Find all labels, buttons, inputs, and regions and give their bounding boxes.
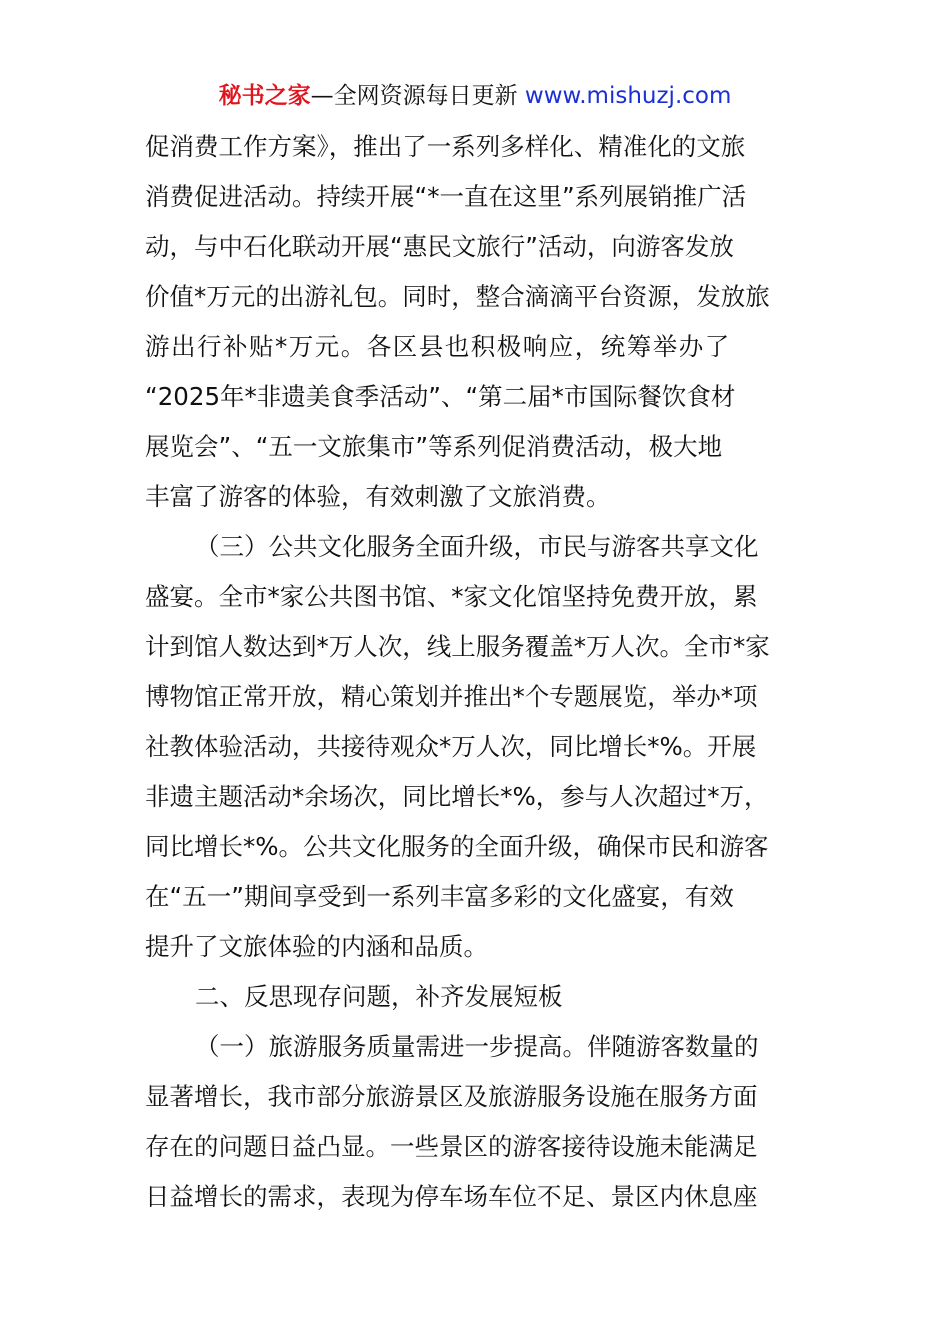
text-line: 展览会”、“五一文旅集市”等系列促消费活动，极大地 xyxy=(145,432,723,461)
text-line: 消费促进活动。持续开展“*一直在这里”系列展销推广活 xyxy=(145,182,747,211)
site-brand: 秘书之家 xyxy=(218,83,311,109)
text-line: 博物馆正常开放，精心策划并推出*个专题展览，举办*项 xyxy=(145,682,758,711)
text-line: 计到馆人数达到*万人次，线上服务覆盖*万人次。全市*家 xyxy=(145,632,770,661)
site-url-link[interactable]: www.mishuzj.com xyxy=(524,83,732,109)
text-line: 显著增长，我市部分旅游景区及旅游服务设施在服务方面 xyxy=(145,1082,758,1111)
paragraph-start-line: （一）旅游服务质量需进一步提高。伴随游客数量的 xyxy=(195,1032,759,1061)
text-line: 日益增长的需求，表现为停车场车位不足、景区内休息座 xyxy=(145,1182,758,1211)
site-tagline: —全网资源每日更新 xyxy=(310,83,525,109)
text-line: 提升了文旅体验的内涵和品质。 xyxy=(145,932,488,961)
section-heading: 二、反思现存问题，补齐发展短板 xyxy=(195,982,563,1011)
page-header xyxy=(0,80,950,112)
text-line: 游出行补贴*万元。各区县也积极响应，统筹举办了 xyxy=(145,332,731,361)
text-line: 盛宴。全市*家公共图书馆、*家文化馆坚持免费开放，累 xyxy=(145,582,758,611)
text-line: 社教体验活动，共接待观众*万人次，同比增长*%。开展 xyxy=(145,732,757,761)
text-line: 价值*万元的出游礼包。同时，整合滴滴平台资源，发放旅 xyxy=(145,282,770,311)
paragraph-start-line: （三）公共文化服务全面升级，市民与游客共享文化 xyxy=(195,532,759,561)
text-line: 促消费工作方案》，推出了一系列多样化、精准化的文旅 xyxy=(145,132,746,161)
text-line: 动，与中石化联动开展“惠民文旅行”活动，向游客发放 xyxy=(145,232,734,261)
text-line: 丰富了游客的体验，有效刺激了文旅消费。 xyxy=(145,482,611,511)
text-line: 同比增长*%。公共文化服务的全面升级，确保市民和游客 xyxy=(145,832,769,861)
text-line: 非遗主题活动*余场次，同比增长*%，参与人次超过*万， xyxy=(145,782,769,811)
text-line: 在“五一”期间享受到一系列丰富多彩的文化盛宴，有效 xyxy=(145,882,734,911)
document-body xyxy=(145,122,805,1222)
text-line: “2025年*非遗美食季活动”、“第二届*市国际餐饮食材 xyxy=(145,382,736,411)
text-line: 存在的问题日益凸显。一些景区的游客接待设施未能满足 xyxy=(145,1132,758,1161)
